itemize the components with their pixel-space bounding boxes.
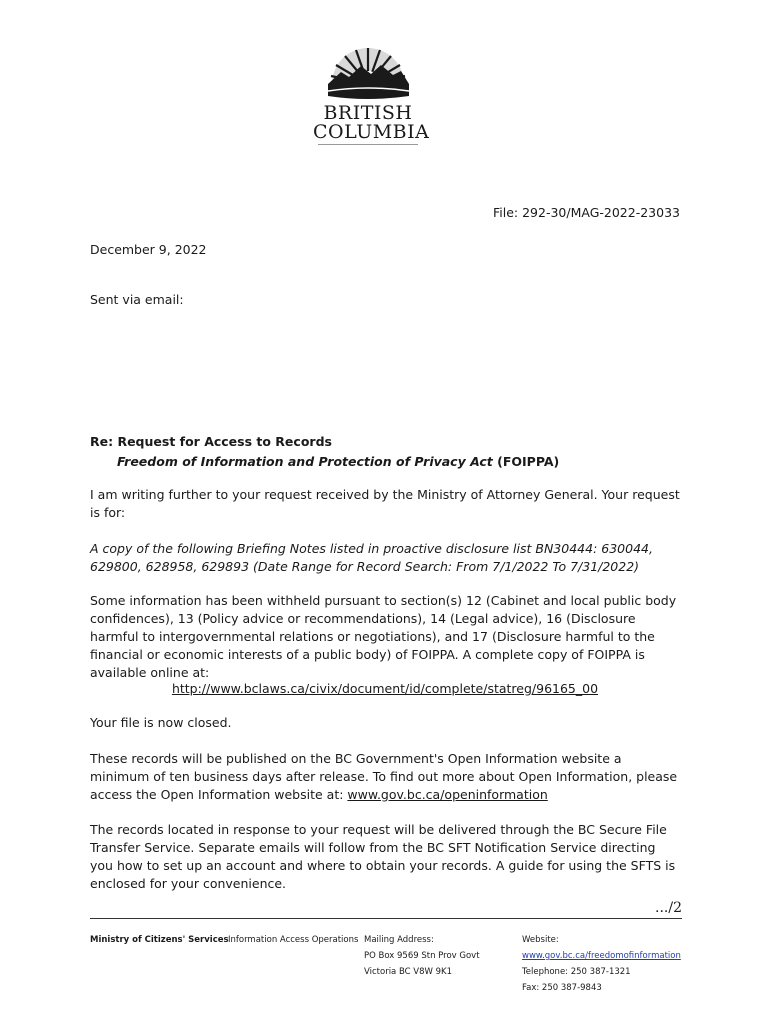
- intro-paragraph: I am writing further to your request received by the Ministry of Attorney General. Your request is for:: [90, 487, 680, 520]
- act-abbreviation: (FOIPPA): [492, 454, 560, 469]
- footer-unit: Information Access Operations: [228, 935, 359, 945]
- fax: Fax: 250 387-9843: [522, 983, 602, 993]
- sent-via: Sent via email:: [90, 292, 184, 307]
- act-name: Freedom of Information and Protection of Privacy Act: [117, 454, 493, 469]
- open-info-text: These records will be published on the BC Government's Open Information website a minimum of ten business days after release. To find out more about Open Information, please access the Open Information website at:: [90, 751, 678, 802]
- open-information-link[interactable]: www.gov.bc.ca/openinformation: [347, 787, 548, 802]
- logo-text-line2: COLUMBIA: [313, 121, 430, 143]
- footer-contact: [522, 932, 681, 996]
- footer-divider: [90, 918, 682, 919]
- page-continuation: .../2: [655, 900, 682, 916]
- subject-act: [117, 454, 559, 469]
- logo-text-line1: BRITISH: [323, 102, 413, 124]
- bc-government-logo: [313, 44, 430, 148]
- sfts-paragraph: The records located in response to your request will be delivered through the BC Secure File Transfer Service. Separate emails will follow from the BC SFT Notification Service directing you how to set up an account and where to obtain your records. A guide for using the SFTS is enclosed for your convenience.: [90, 822, 676, 891]
- footer-mailing-address: [364, 932, 480, 980]
- website-label: Website:: [522, 935, 559, 945]
- mailing-line1: PO Box 9569 Stn Prov Govt: [364, 951, 480, 961]
- footer-ministry: Ministry of Citizens' Services: [90, 935, 229, 945]
- foippa-link[interactable]: http://www.bclaws.ca/civix/document/id/complete/statreg/96165_00: [171, 681, 599, 696]
- mailing-label: Mailing Address:: [364, 935, 434, 945]
- letter-date: December 9, 2022: [90, 242, 207, 257]
- mailing-line2: Victoria BC V8W 9K1: [364, 967, 453, 977]
- subject-line: Re: Request for Access to Records: [90, 434, 332, 449]
- open-information-paragraph: [90, 750, 680, 804]
- logo-divider: [318, 144, 418, 145]
- sun-mountain-icon: [325, 44, 411, 100]
- request-description: A copy of the following Briefing Notes listed in proactive disclosure list BN30444: 630044, 629800, 628958, 629893 (Date Range for Record Search: From 7/1/2022 To 7/31/2022): [90, 541, 653, 574]
- website-link[interactable]: www.gov.bc.ca/freedomofinformation: [522, 951, 681, 961]
- telephone: Telephone: 250 387-1321: [522, 967, 631, 977]
- file-reference: File: 292-30/MAG-2022-23033: [493, 205, 680, 220]
- file-closed-notice: Your file is now closed.: [90, 715, 232, 730]
- withholding-paragraph: Some information has been withheld pursuant to section(s) 12 (Cabinet and local public body confidences), 13 (Policy advice or recommendations), 14 (Legal advice), 16 (Disclosure harmful to intergovernmental relations or negotiations), and 17 (Disclosure harmful to the financial or economic interests of a public body) of FOIPPA. A complete copy of FOIPPA is available online at:: [90, 593, 677, 680]
